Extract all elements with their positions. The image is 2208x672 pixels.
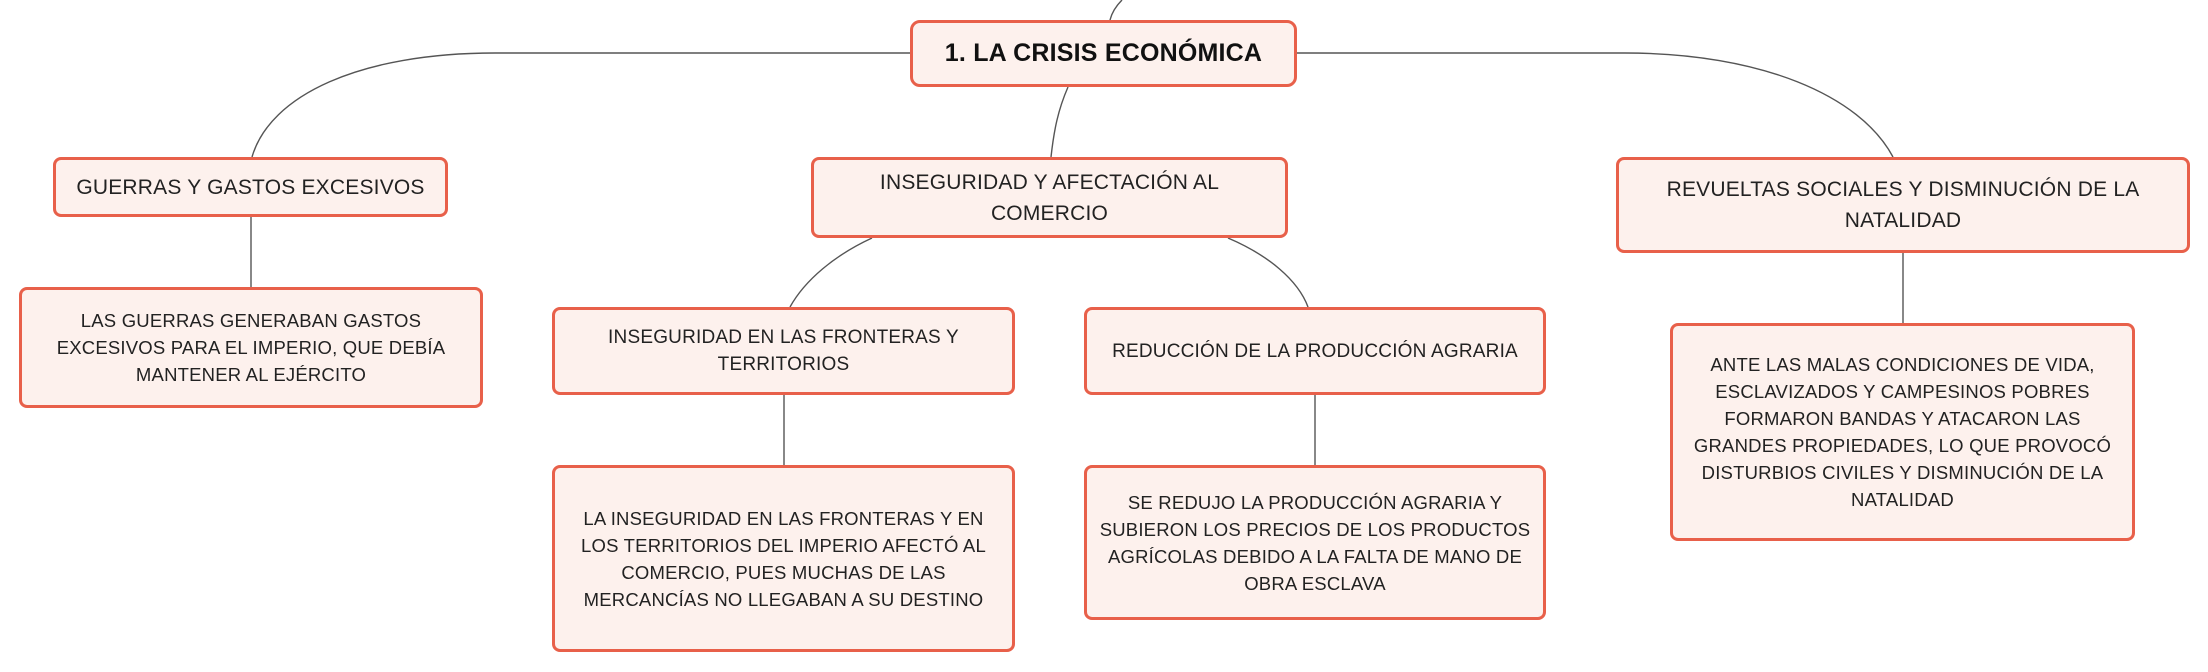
node-revueltas-detail[interactable] — [1670, 323, 2135, 541]
connector-root-to-inseguridad — [1051, 87, 1068, 157]
node-revueltas[interactable] — [1616, 157, 2190, 253]
connector-root-to-revueltas — [1297, 53, 1893, 157]
node-reduccion-detail[interactable] — [1084, 465, 1546, 620]
node-revueltas-detail-text: ANTE LAS MALAS CONDICIONES DE VIDA, ESCLAVIZADOS Y CAMPESINOS POBRES FORMARON BANDAS Y ATACARON LAS GRANDES PROPIEDADES, LO QUE PROVOCÓ DISTURBIOS CIVILES Y DISMINUCIÓN DE LA NATALIDAD — [1693, 354, 2112, 510]
node-guerras[interactable] — [53, 157, 448, 217]
node-reduccion[interactable] — [1084, 307, 1546, 395]
root-node-label: 1. LA CRISIS ECONÓMICA — [944, 39, 1263, 67]
connector-inseguridad-to-fronteras — [790, 238, 872, 307]
node-revueltas-label: REVUELTAS SOCIALES Y DISMINUCIÓN DE LA NATALIDAD — [1666, 178, 2140, 232]
node-guerras-detail-text: LAS GUERRAS GENERABAN GASTOS EXCESIVOS PARA EL IMPERIO, QUE DEBÍA MANTENER AL EJÉRCITO — [56, 310, 446, 385]
node-fronteras[interactable] — [552, 307, 1015, 395]
node-reduccion-detail-text: SE REDUJO LA PRODUCCIÓN AGRARIA Y SUBIERON LOS PRECIOS DE LOS PRODUCTOS AGRÍCOLAS DEBIDO A LA FALTA DE MANO DE OBRA ESCLAVA — [1099, 491, 1531, 594]
connector-root-to-parent — [1110, 0, 1122, 20]
node-guerras-detail[interactable] — [19, 287, 483, 408]
node-inseguridad[interactable] — [811, 157, 1288, 238]
connector-inseguridad-to-reduccion — [1228, 238, 1308, 307]
connector-root-to-guerras — [252, 53, 910, 157]
node-fronteras-detail-text: LA INSEGURIDAD EN LAS FRONTERAS Y EN LOS TERRITORIOS DEL IMPERIO AFECTÓ AL COMERCIO, PUES MUCHAS DE LAS MERCANCÍAS NO LLEGABAN A SU DESTINO — [581, 507, 986, 610]
node-inseguridad-label: INSEGURIDAD Y AFECTACIÓN AL COMERCIO — [879, 170, 1220, 225]
node-reduccion-label: REDUCCIÓN DE LA PRODUCCIÓN AGRARIA — [1112, 340, 1518, 362]
node-guerras-label: GUERRAS Y GASTOS EXCESIVOS — [76, 175, 425, 199]
node-fronteras-label: INSEGURIDAD EN LAS FRONTERAS Y TERRITORIOS — [608, 327, 959, 375]
node-fronteras-detail[interactable] — [552, 465, 1015, 652]
root-node[interactable] — [910, 20, 1297, 87]
